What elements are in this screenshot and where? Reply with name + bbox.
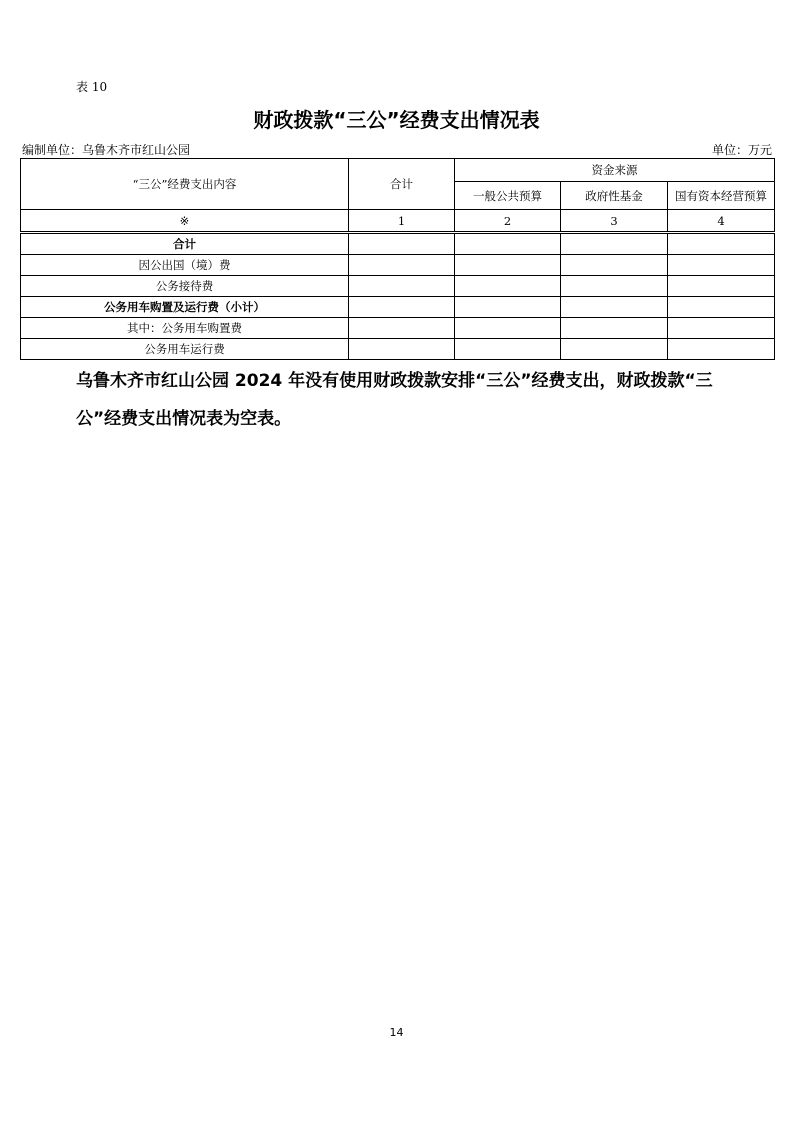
index-cell: 4: [668, 210, 775, 233]
index-cell: ※: [21, 210, 349, 233]
table-row: [21, 339, 775, 360]
data-cell: [349, 297, 455, 318]
data-cell: [668, 276, 775, 297]
data-cell: [349, 339, 455, 360]
explanatory-note: 乌鲁木齐市红山公园 2024 年没有使用财政拨款安排“三公”经费支出，财政拨款“三公”经费支出情况表为空表。: [76, 371, 713, 429]
header-source-capital: 国有资本经营预算: [668, 182, 775, 210]
row-label: 其中：公务用车购置费: [21, 318, 349, 339]
row-label: 合计: [21, 233, 349, 255]
row-label: 因公出国（境）费: [21, 255, 349, 276]
expense-table: [20, 158, 775, 360]
data-cell: [349, 318, 455, 339]
data-cell: [668, 255, 775, 276]
table-row: [21, 297, 775, 318]
data-cell: [561, 318, 668, 339]
data-cell: [668, 297, 775, 318]
header-source-fund: 政府性基金: [561, 182, 668, 210]
data-cell: [561, 233, 668, 255]
data-cell: [455, 318, 561, 339]
data-cell: [349, 233, 455, 255]
data-cell: [455, 339, 561, 360]
data-cell: [668, 339, 775, 360]
page-title: 财政拨款“三公”经费支出情况表: [253, 108, 540, 132]
data-cell: [668, 233, 775, 255]
header-content: “三公”经费支出内容: [21, 159, 349, 210]
header-row: [21, 159, 775, 182]
data-cell: [349, 255, 455, 276]
data-cell: [349, 276, 455, 297]
data-cell: [455, 276, 561, 297]
data-cell: [561, 297, 668, 318]
table-row: [21, 276, 775, 297]
index-row: [21, 210, 775, 233]
data-cell: [455, 255, 561, 276]
table-number: 表 10: [76, 80, 108, 94]
data-cell: [561, 339, 668, 360]
page-number: 14: [389, 1026, 404, 1039]
data-cell: [561, 276, 668, 297]
index-cell: 3: [561, 210, 668, 233]
header-source-group: 资金来源: [455, 159, 775, 182]
index-cell: 1: [349, 210, 455, 233]
header-source-general: 一般公共预算: [455, 182, 561, 210]
table-row: [21, 255, 775, 276]
data-cell: [668, 318, 775, 339]
table-row: [21, 318, 775, 339]
row-label: 公务用车运行费: [21, 339, 349, 360]
index-cell: 2: [455, 210, 561, 233]
currency-unit: 单位：万元: [711, 143, 772, 157]
compiling-unit: 编制单位：乌鲁木齐市红山公园: [22, 143, 191, 157]
row-label: 公务接待费: [21, 276, 349, 297]
data-cell: [455, 297, 561, 318]
data-cell: [455, 233, 561, 255]
row-label: 公务用车购置及运行费（小计）: [21, 297, 349, 318]
table-row: [21, 233, 775, 255]
header-total: 合计: [349, 159, 455, 210]
data-cell: [561, 255, 668, 276]
